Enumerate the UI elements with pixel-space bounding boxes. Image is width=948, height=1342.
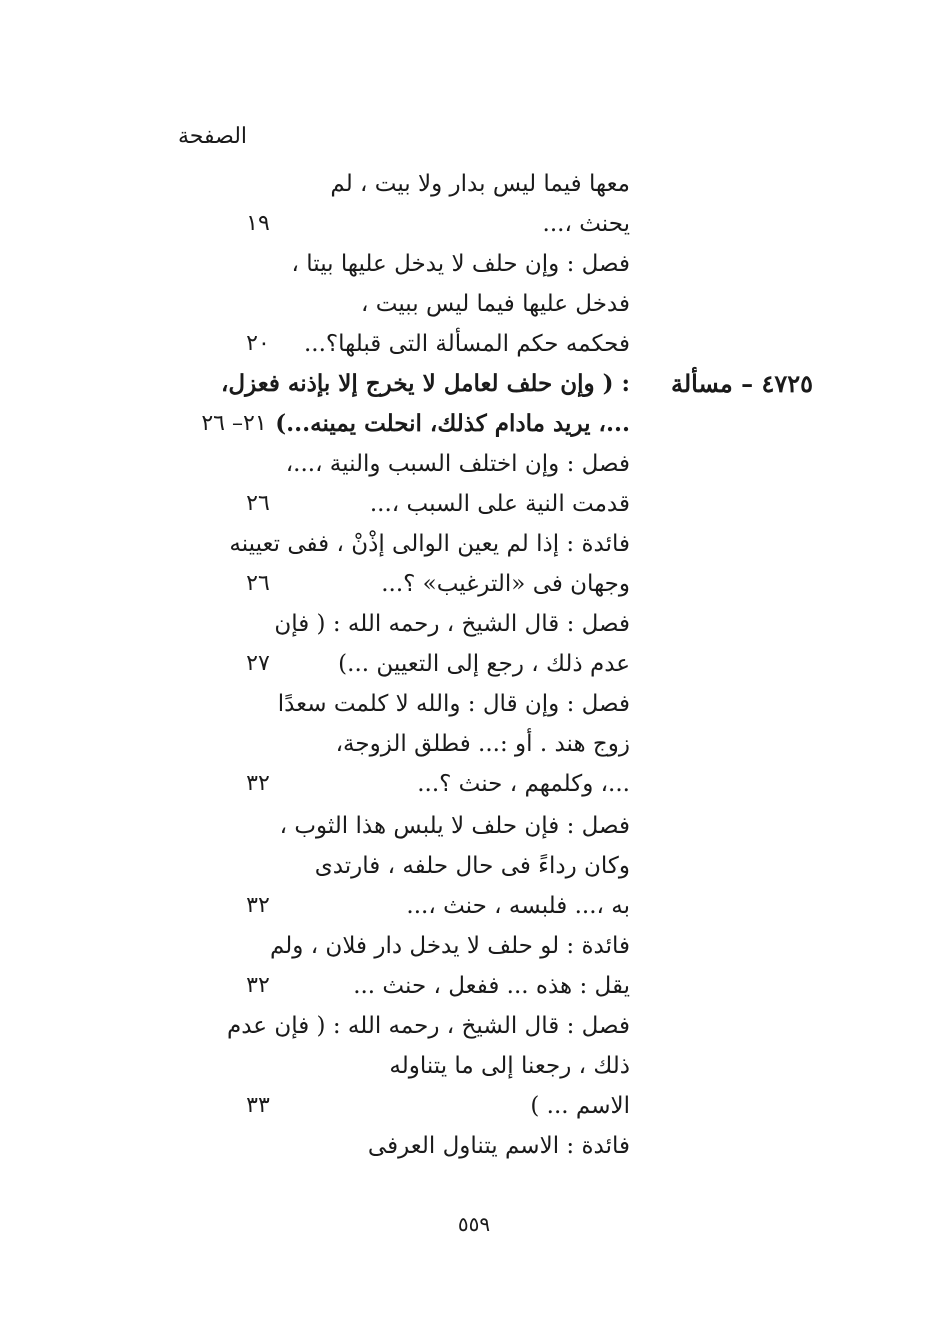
entry-text: الاسم ... ) <box>530 1093 630 1119</box>
index-line <box>0 1086 948 1126</box>
entry-text: زوج هند . أو :... فطلق الزوجة، <box>335 731 630 757</box>
entry-text: وجهان فى «الترغيب» ؟... <box>381 571 630 597</box>
index-line <box>0 604 948 644</box>
page-reference: ٢٧ <box>246 651 270 676</box>
entry-text: فدخل عليها فيما ليس ببيت ، <box>361 291 630 317</box>
index-line <box>0 764 948 804</box>
index-line <box>0 284 948 324</box>
page-reference: ٢٦ <box>246 571 270 596</box>
issue-number: ٤٧٢٥ – مسألة <box>670 369 813 398</box>
page-reference: ٣٢ <box>246 893 270 918</box>
page-reference: ٢٦ <box>246 491 270 516</box>
index-line <box>0 724 948 764</box>
index-line <box>0 846 948 886</box>
page-column-header: الصفحة <box>178 124 248 149</box>
page-number: ٥٥٩ <box>457 1212 491 1236</box>
entry-text: عدم ذلك ، رجع إلى التعيين ...) <box>338 651 630 677</box>
entry-text: فصل : وإن قال : والله لا كلمت سعدًا <box>277 691 630 717</box>
page-reference: ١٩ <box>246 211 270 236</box>
issue-heading: : ( وإن حلف لعامل لا يخرج إلا بإذنه فعزل، <box>220 370 630 397</box>
index-line <box>0 1126 948 1166</box>
index-line <box>0 806 948 846</box>
entry-text: ...، وكلمهم ، حنث ؟... <box>417 771 630 797</box>
index-line <box>0 644 948 684</box>
entry-text: به ،... فلبسه ، حنث ،... <box>406 893 630 919</box>
entry-text: قدمت النية على السبب ،... <box>369 491 630 517</box>
entry-text: فصل : وإن حلف لا يدخل عليها بيتا ، <box>291 251 630 277</box>
index-line <box>0 1006 948 1046</box>
entry-text: فائدة : إذا لم يعين الوالى إذْنْ ، ففى تعيينه <box>229 531 630 557</box>
page-reference: ٢٠ <box>246 331 270 356</box>
index-line <box>0 926 948 966</box>
index-line <box>0 1046 948 1086</box>
entry-text: فصل : قال الشيخ ، رحمه الله : ( فإن عدم <box>226 1013 630 1039</box>
entry-text: فصل : وإن اختلف السبب والنية ،...، <box>285 451 630 477</box>
index-line <box>0 324 948 364</box>
entry-text: معها فيما ليس بدار ولا بيت ، لم <box>330 171 630 197</box>
entry-text: فائدة : لو حلف لا يدخل دار فلان ، ولم <box>269 933 630 959</box>
entry-text: فائدة : الاسم يتناول العرفى <box>367 1133 630 1159</box>
page-reference: ٣٢ <box>246 973 270 998</box>
entry-text: فحكمه حكم المسألة التى قبلها؟... <box>303 331 630 357</box>
entry-text: يحنث ،... <box>542 211 630 237</box>
index-line <box>0 204 948 244</box>
index-line <box>0 444 948 484</box>
entry-text: وكان رداءً فى حال حلفه ، فارتدى <box>314 853 630 879</box>
entry-text: فصل : قال الشيخ ، رحمه الله : ( فإن <box>274 611 630 637</box>
index-line <box>0 684 948 724</box>
index-line <box>0 966 948 1006</box>
index-line <box>0 164 948 204</box>
entry-text: يقل : هذه ... ففعل ، حنث ... <box>353 973 630 999</box>
index-line <box>0 404 948 444</box>
index-line <box>0 364 948 404</box>
page-reference: ٣٢ <box>246 771 270 796</box>
page-reference: ٣٣ <box>246 1093 270 1118</box>
index-line <box>0 564 948 604</box>
entry-text: ذلك ، رجعنا إلى ما يتناوله <box>389 1053 630 1079</box>
index-line <box>0 244 948 284</box>
page-range: ٢١– ٢٦ <box>201 411 267 436</box>
index-line <box>0 484 948 524</box>
entry-text: فصل : فإن حلف لا يلبس هذا الثوب ، <box>279 813 630 839</box>
issue-heading-continued: ...، يريد مادام كذلك، انحلت يمينه...) <box>275 410 630 437</box>
index-line <box>0 524 948 564</box>
index-line <box>0 886 948 926</box>
